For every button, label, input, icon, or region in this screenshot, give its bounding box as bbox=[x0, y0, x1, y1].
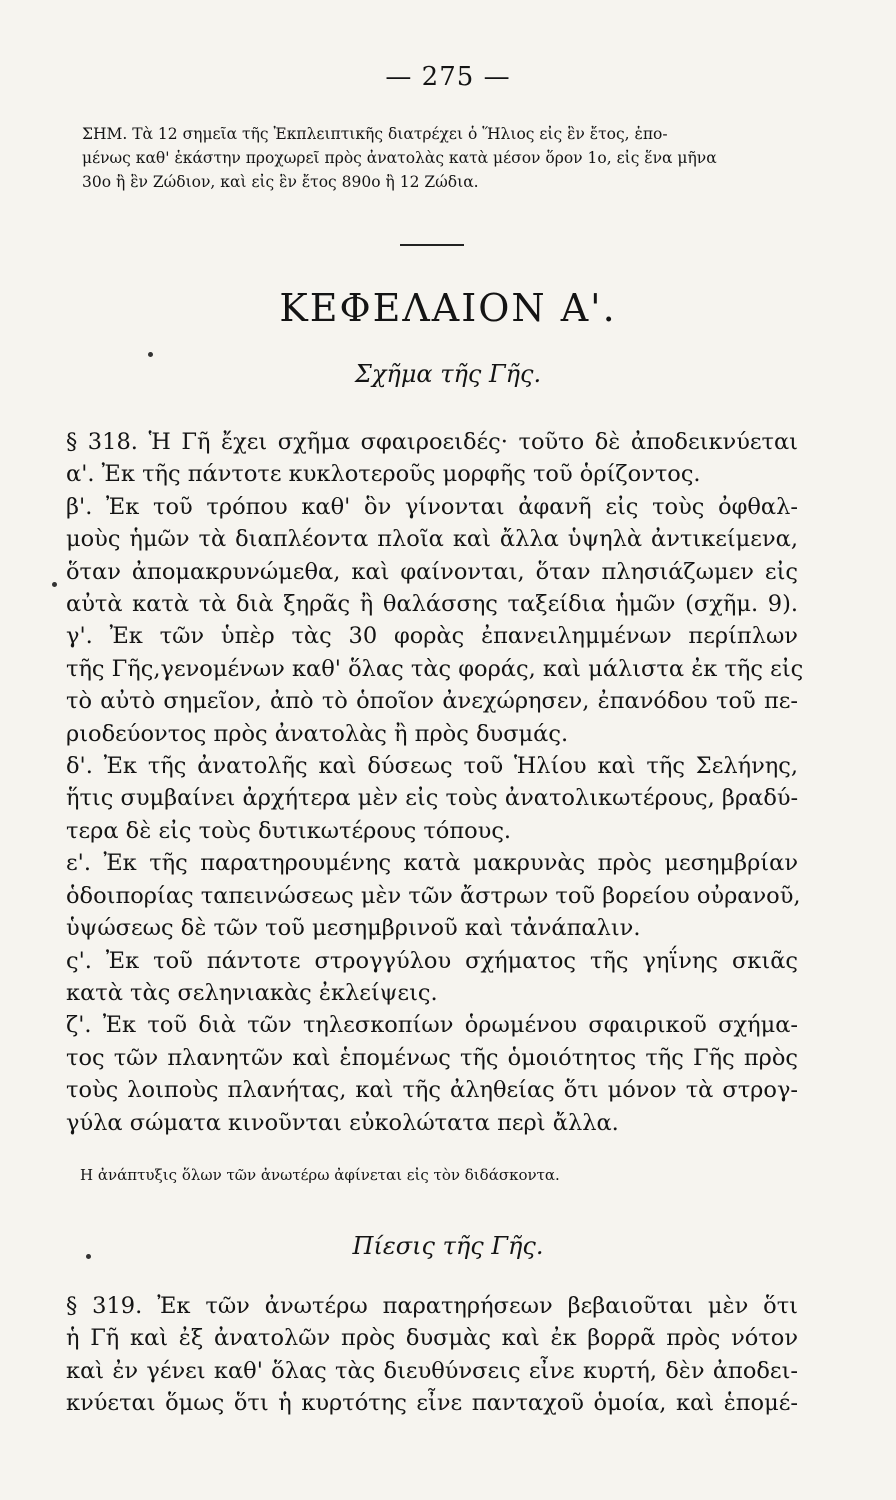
paragraph-318 bbox=[66, 426, 804, 1139]
text-line: τὸ αὐτὸ σημεῖον, ἀπὸ τὸ ὁποῖον ἀνεχώρησεν, ἐπανόδου τοῦ πε- bbox=[66, 688, 798, 715]
text-line: τοὺς λοιποὺς πλανήτας, καὶ τῆς ἀληθείας ὅτι μόνον τὰ στρογ- bbox=[66, 1077, 798, 1104]
footnote-line: ΣΗΜ. Τὰ 12 σημεῖα τῆς Ἐκπλειπτικῆς διατρέχει ὁ Ἥλιος εἰς ἓν ἔτος, ἑπο- bbox=[82, 125, 668, 143]
section-heading-shape: Σχῆμα τῆς Γῆς. bbox=[354, 360, 542, 388]
text-line: αὐτὰ κατὰ τὰ διὰ ξηρᾶς ἢ θαλάσσης ταξείδια ἡμῶν (σχῆμ. 9). bbox=[66, 591, 798, 618]
text-line: α'. Ἐκ τῆς πάντοτε κυκλοτεροῦς μορφῆς τοῦ ὁρίζοντος. bbox=[66, 461, 701, 488]
text-line: ὁδοιπορίας ταπεινώσεως μὲν τῶν ἄστρων τοῦ βορείου οὐρανοῦ, bbox=[66, 882, 801, 909]
text-line: ζ'. Ἐκ τοῦ διὰ τῶν τηλεσκοπίων ὁρωμένου σφαιρικοῦ σχήμα- bbox=[66, 1012, 798, 1039]
text-line: κατὰ τὰς σεληνιακὰς ἐκλείψεις. bbox=[66, 979, 438, 1006]
text-line: ε'. Ἐκ τῆς παρατηρουμένης κατὰ μακρυνὰς πρὸς μεσημβρίαν bbox=[66, 850, 798, 877]
text-line: τῆς Γῆς,γενομένων καθ' ὅλας τὰς φοράς, καὶ μάλιστα ἐκ τῆς εἰς bbox=[66, 655, 804, 682]
footnote-line: μένως καθ' ἑκάστην προχωρεῖ πρὸς ἀνατολὰς κατὰ μέσον ὅρον 1ο, εἰς ἕνα μῆνα bbox=[82, 149, 717, 167]
ink-blot bbox=[148, 352, 153, 357]
text-line: § 318. Ἡ Γῆ ἔχει σχῆμα σφαιροειδές· τοῦτο δὲ ἀποδεικνύεται bbox=[66, 429, 798, 455]
text-line: δ'. Ἐκ τῆς ἀνατολῆς καὶ δύσεως τοῦ Ἡλίου καὶ τῆς Σελήνης, bbox=[66, 753, 798, 780]
text-line: μοὺς ἡμῶν τὰ διαπλέοντα πλοῖα καὶ ἄλλα ὑψηλὰ ἀντικείμενα, bbox=[66, 526, 798, 553]
text-line: γύλα σώματα κινοῦνται εὐκολώτατα περὶ ἄλλα. bbox=[66, 1109, 619, 1136]
footnote-line: 30ο ἢ ἓν Ζώδιον, καὶ εἰς ἓν ἔτος 890ο ἢ 12 Ζώδια. bbox=[82, 173, 479, 191]
ink-blot bbox=[52, 582, 57, 587]
separator-rule bbox=[400, 244, 464, 246]
text-line: ς'. Ἐκ τοῦ πάντοτε στρογγύλου σχήματος τῆς γηΐνης σκιᾶς bbox=[66, 947, 798, 974]
chapter-title: ΚΕΦΕΛΑΙΟΝ Α'. bbox=[279, 286, 617, 330]
text-line: ἡ Γῆ καὶ ἐξ ἀνατολῶν πρὸς δυσμὰς καὶ ἐκ βορρᾶ πρὸς νότον bbox=[66, 1325, 798, 1352]
text-line: κνύεται ὅμως ὅτι ἡ κυρτότης εἶνε πανταχοῦ ὁμοία, καὶ ἑπομέ- bbox=[66, 1390, 798, 1417]
page-number: — 275 — bbox=[385, 62, 511, 92]
text-line: καὶ ἐν γένει καθ' ὅλας τὰς διευθύνσεις εἶνε κυρτή, δὲν ἀποδει- bbox=[66, 1357, 798, 1384]
text-line: τερα δὲ εἰς τοὺς δυτικωτέρους τόπους. bbox=[66, 817, 512, 844]
text-line: § 319. Ἐκ τῶν ἀνωτέρω παρατηρήσεων βεβαιοῦται μὲν ὅτι bbox=[66, 1293, 798, 1319]
paragraph-319 bbox=[66, 1290, 798, 1420]
text-line: γ'. Ἐκ τῶν ὑπὲρ τὰς 30 φορὰς ἐπανειλημμένων περίπλων bbox=[66, 623, 798, 650]
text-line: τος τῶν πλανητῶν καὶ ἑπομένως τῆς ὁμοιότητος τῆς Γῆς πρὸς bbox=[66, 1044, 798, 1071]
text-line: ὑψώσεως δὲ τῶν τοῦ μεσημβρινοῦ καὶ τἀνάπαλιν. bbox=[66, 915, 641, 942]
text-line: ἥτις συμβαίνει ἀρχήτερα μὲν εἰς τοὺς ἀνατολικωτέρους, βραδύ- bbox=[66, 785, 799, 812]
small-note: Η ἀνάπτυξις ὅλων τῶν ἀνωτέρω ἀφίνεται εἰς τὸν διδάσκοντα. bbox=[80, 1166, 560, 1184]
section-heading-density: Πίεσις τῆς Γῆς. bbox=[352, 1232, 544, 1260]
ink-blot bbox=[86, 1254, 91, 1259]
text-line: β'. Ἐκ τοῦ τρόπου καθ' ὃν γίνονται ἀφανῆ εἰς τοὺς ὀφθαλ- bbox=[66, 493, 798, 520]
text-line: ὅταν ἀπομακρυνώμεθα, καὶ φαίνονται, ὅταν πλησιάζωμεν εἰς bbox=[66, 558, 798, 585]
footnote bbox=[82, 122, 790, 194]
text-line: ριοδεύοντος πρὸς ἀνατολὰς ἢ πρὸς δυσμάς. bbox=[66, 720, 569, 747]
